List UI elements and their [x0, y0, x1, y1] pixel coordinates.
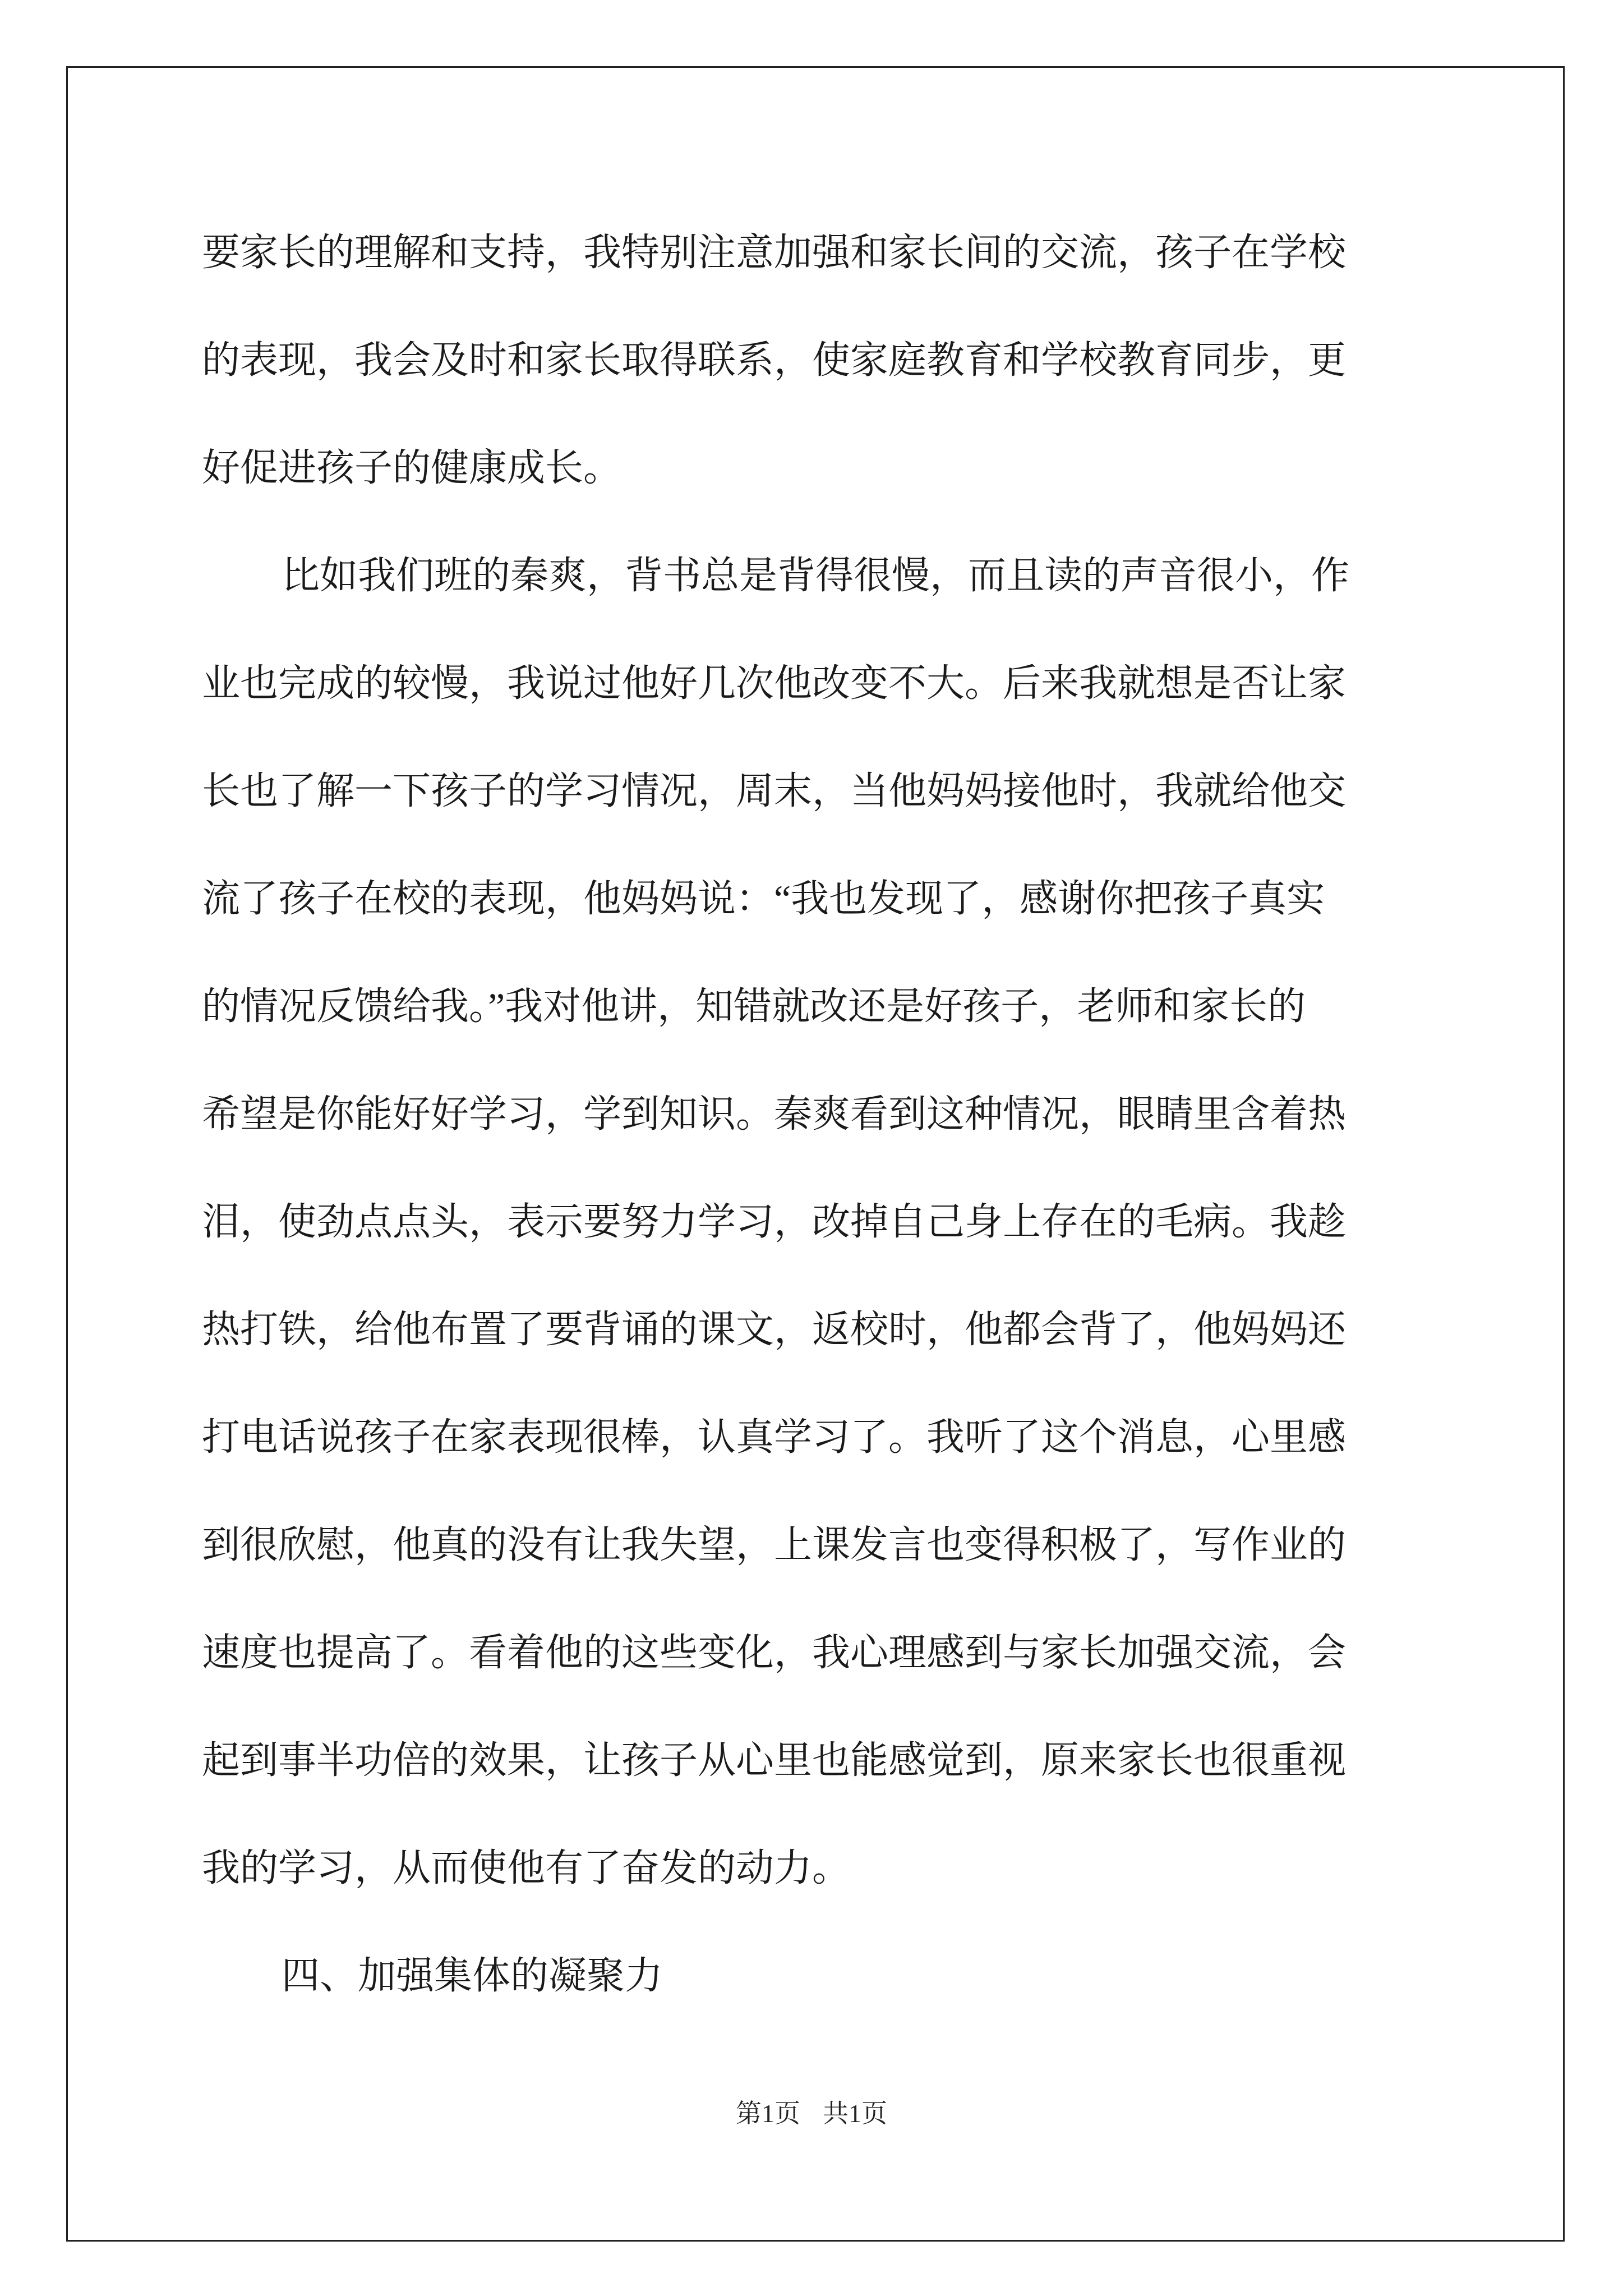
text-line: 业也完成的较慢，我说过他好几次他改变不大。后来我就想是否让家 [202, 662, 1347, 705]
document-body [202, 199, 1436, 2030]
text-line: 四、加强集体的凝聚力 [282, 1954, 663, 1997]
text-line: 比如我们班的秦爽，背书总是背得很慢，而且读的声音很小，作 [282, 554, 1350, 597]
text-line: 流了孩子在校的表现，他妈妈说：“我也发现了，感谢你把孩子真实 [202, 877, 1325, 920]
text-line: 泪，使劲点点头，表示要努力学习，改掉自己身上存在的毛病。我趁 [202, 1200, 1347, 1243]
text-line: 我的学习，从而使他有了奋发的动力。 [202, 1847, 851, 1889]
text-line: 到很欣慰，他真的没有让我失望，上课发言也变得积极了，写作业的 [202, 1524, 1347, 1566]
text-line: 速度也提高了。看着他的这些变化，我心理感到与家长加强交流，会 [202, 1631, 1347, 1674]
text-line: 热打铁，给他布置了要背诵的课文，返校时，他都会背了，他妈妈还 [202, 1308, 1347, 1351]
page-total-label: 共1页 [823, 2099, 887, 2128]
paragraph [202, 1922, 1436, 2030]
text-line: 长也了解一下孩子的学习情况，周末，当他妈妈接他时，我就给他交 [202, 770, 1347, 812]
text-line: 希望是你能好好学习，学到知识。秦爽看到这种情况，眼睛里含着热 [202, 1093, 1347, 1135]
paragraph [202, 199, 1436, 522]
text-line: 好促进孩子的健康成长。 [202, 447, 622, 489]
text-line: 打电话说孩子在家表现很棒，认真学习了。我听了这个消息，心里感 [202, 1416, 1347, 1458]
page-footer [0, 2097, 1623, 2131]
page-number-label: 第1页 [736, 2099, 800, 2128]
text-line: 的表现，我会及时和家长取得联系，使家庭教育和学校教育同步，更 [202, 339, 1347, 381]
paragraph [202, 522, 1436, 1922]
text-line: 起到事半功倍的效果，让孩子从心里也能感觉到，原来家长也很重视 [202, 1739, 1347, 1782]
text-line: 要家长的理解和支持，我特别注意加强和家长间的交流，孩子在学校 [202, 231, 1347, 274]
text-line: 的情况反馈给我。”我对他讲，知错就改还是好孩子，老师和家长的 [202, 985, 1306, 1028]
